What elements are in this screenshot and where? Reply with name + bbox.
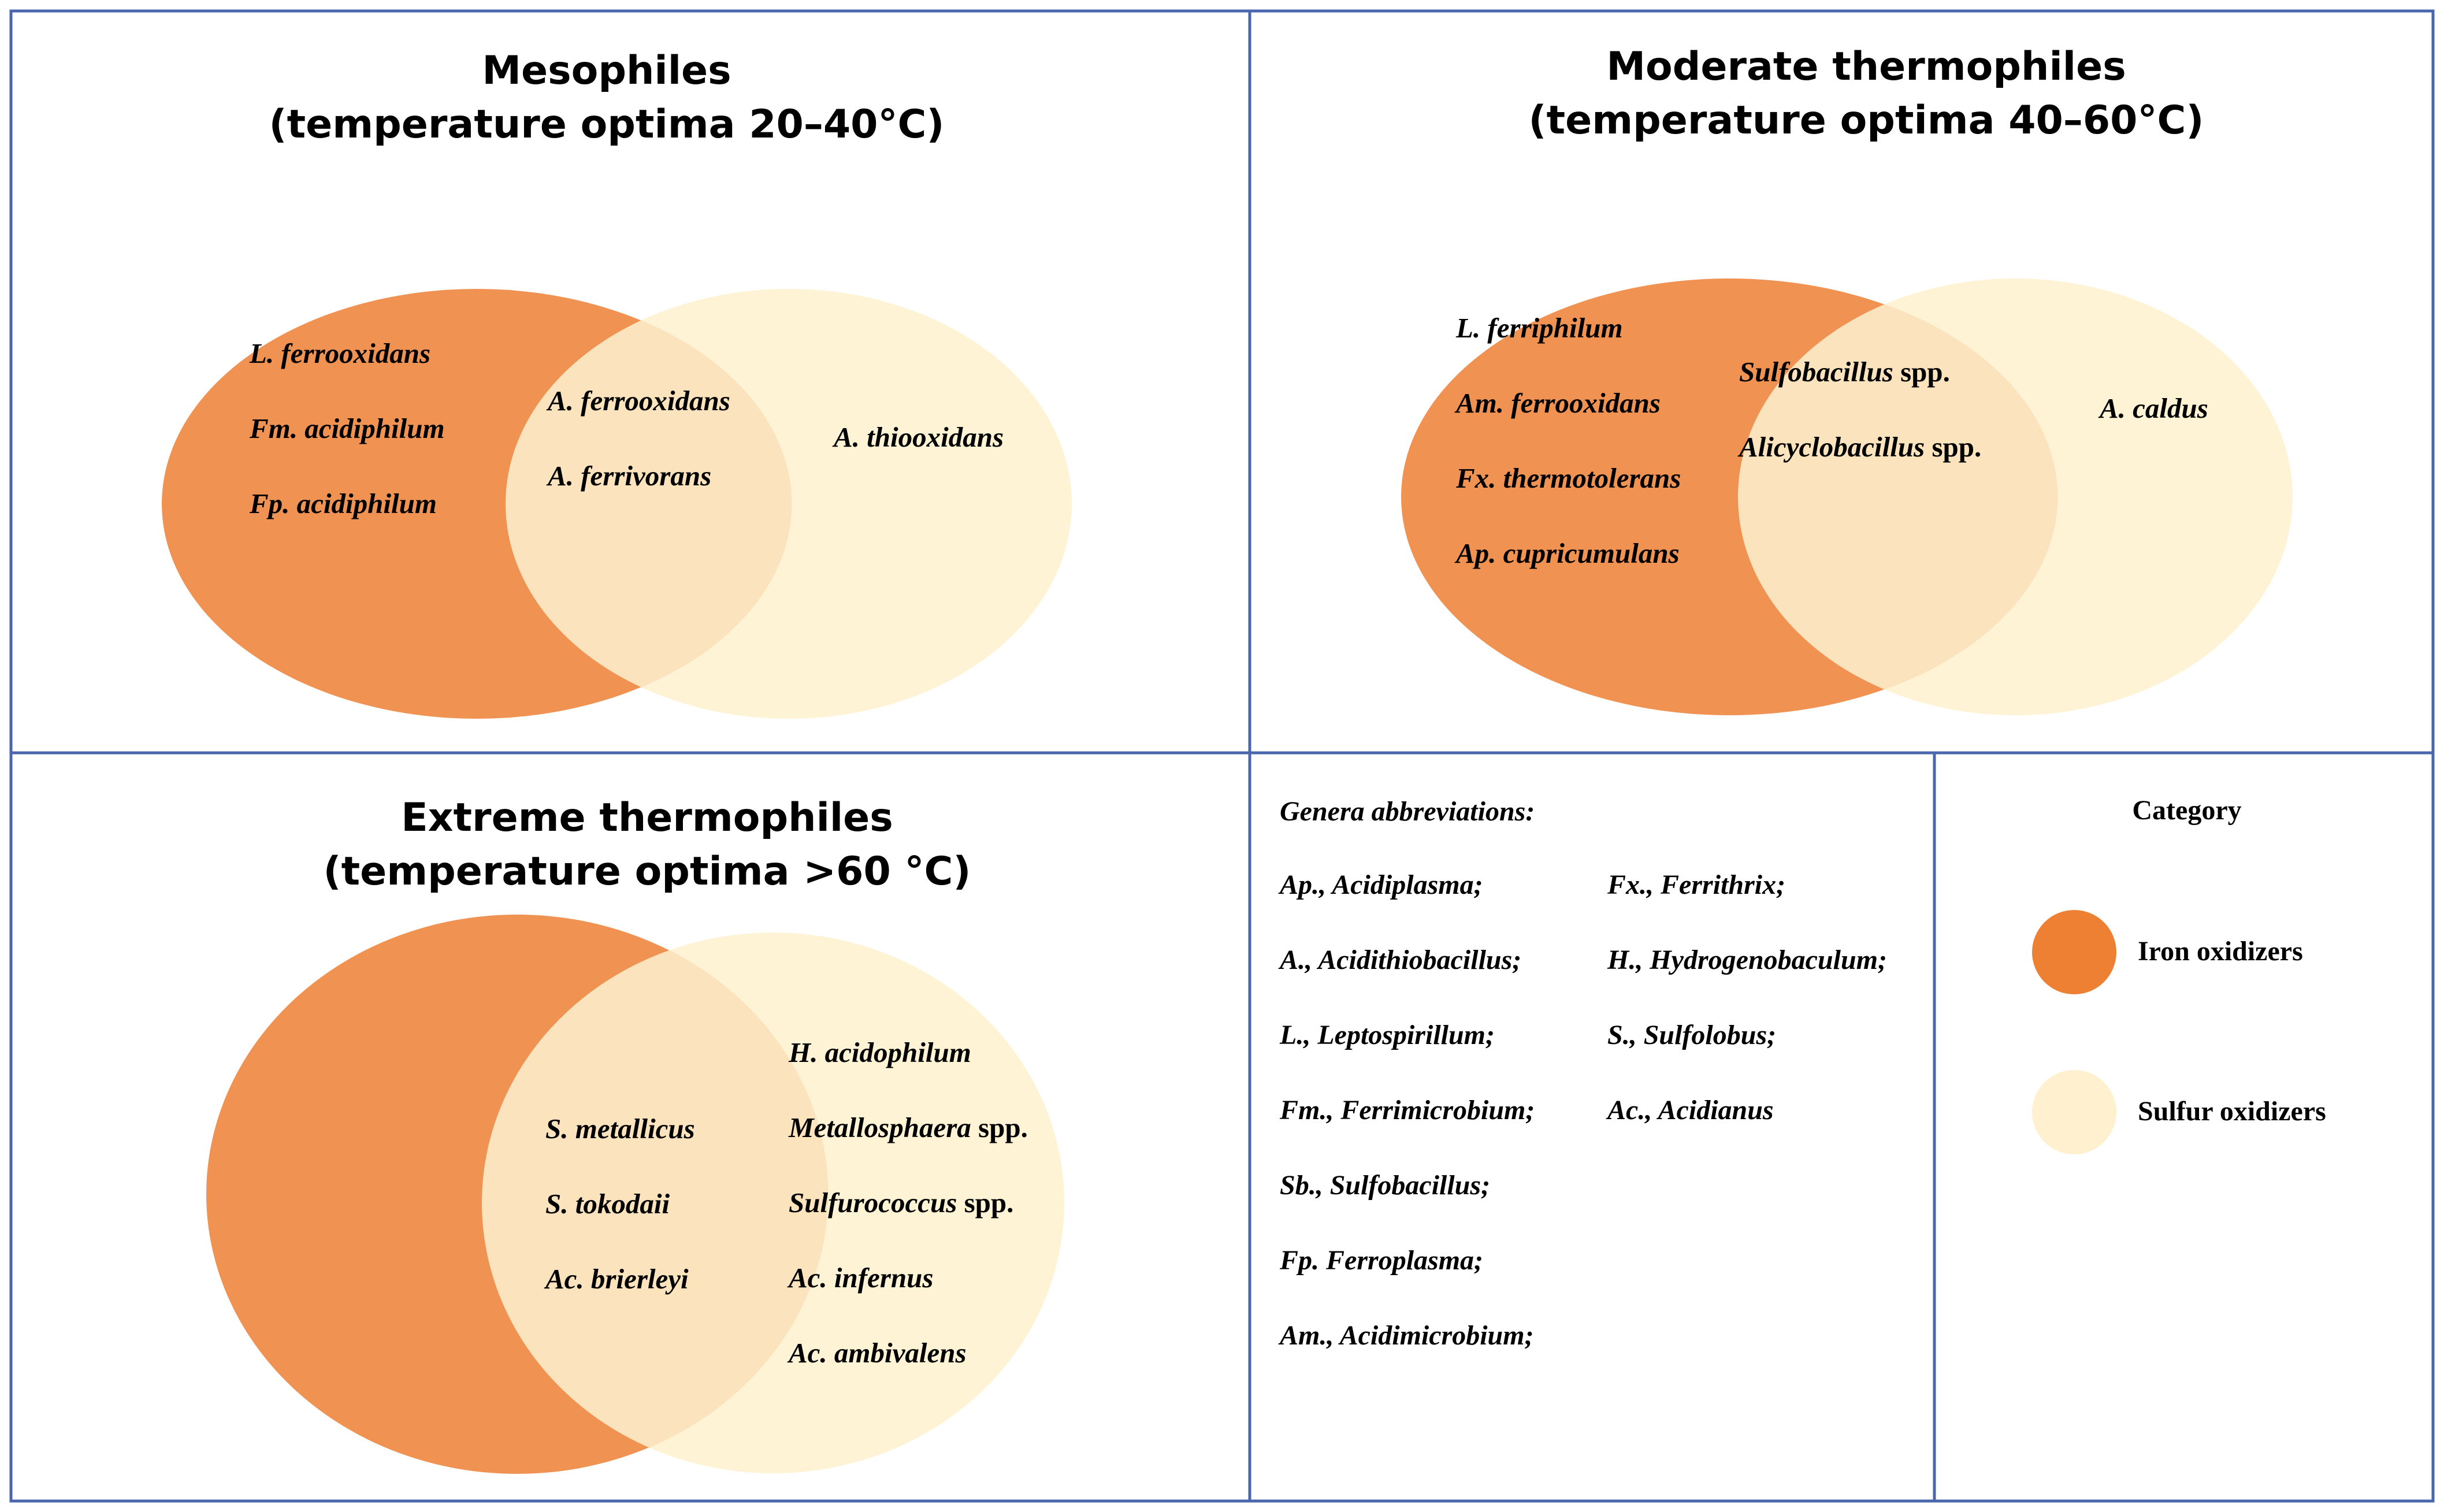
sulfur-only-label: H. acidophilum <box>789 1037 971 1068</box>
panel-title: Extreme thermophiles <box>401 795 893 841</box>
iron-only-label: Fx. thermotolerans <box>1456 462 1681 494</box>
panel-title: Moderate thermophiles <box>1606 44 2126 90</box>
abbreviation-entry: H., Hydrogenobaculum; <box>1607 945 1888 975</box>
legend-title: Category <box>2132 795 2242 826</box>
genus-text: Alicyclobacillus <box>1739 431 1925 463</box>
overlap-label: S. metallicus <box>545 1113 695 1145</box>
sulfur-only-label: A. thiooxidans <box>834 421 1004 453</box>
panel-subtitle: (temperature optima 40–60°C) <box>1528 98 2204 143</box>
abbreviation-entry: Ac., Acidianus <box>1607 1095 1774 1125</box>
legend-swatch-sulfur <box>2032 1070 2116 1154</box>
sulfur-only-label <box>788 1112 1028 1143</box>
abbreviation-entry: A., Acidithiobacillus; <box>1280 945 1522 975</box>
iron-only-label: L. ferriphilum <box>1456 312 1623 344</box>
overlap-label: A. ferrooxidans <box>548 385 730 417</box>
abbreviations-heading: Genera abbreviations: <box>1280 796 1535 827</box>
abbreviation-entry: Fm., Ferrimicrobium; <box>1280 1095 1535 1125</box>
overlap-label <box>1737 431 1981 463</box>
panel-title: Mesophiles <box>482 48 731 94</box>
spp-suffix: spp. <box>971 1112 1028 1143</box>
iron-only-label: L. ferrooxidans <box>250 337 431 369</box>
panel-subtitle: (temperature optima 20–40°C) <box>269 102 945 147</box>
genus-text: Sulfobacillus <box>1739 356 1893 388</box>
sulfur-only-label: Ac. infernus <box>789 1262 934 1294</box>
panel-subtitle: (temperature optima >60 °C) <box>323 849 971 894</box>
legend-label: Sulfur oxidizers <box>2138 1096 2326 1127</box>
legend-label: Iron oxidizers <box>2138 936 2303 967</box>
overlap-label: S. tokodaii <box>545 1188 670 1220</box>
overlap-label: Ac. brierleyi <box>545 1263 689 1295</box>
legend <box>2032 795 2326 1154</box>
sulfur-only-label: Ac. ambivalens <box>789 1337 967 1369</box>
overlap-label <box>1739 356 1950 388</box>
overlap-label: A. ferrivorans <box>548 460 712 492</box>
spp-suffix: spp. <box>957 1187 1014 1218</box>
abbreviation-entry: Fx., Ferrithrix; <box>1607 870 1786 900</box>
legend-swatch-iron <box>2032 910 2116 994</box>
iron-only-label: Am. ferrooxidans <box>1456 387 1661 419</box>
spp-suffix: spp. <box>1925 431 1982 463</box>
abbreviations-panel <box>1278 796 1887 1351</box>
abbreviation-entry: Am., Acidimicrobium; <box>1280 1320 1534 1351</box>
panel-extreme-thermophiles <box>206 795 1064 1474</box>
iron-only-label: Fm. acidiphilum <box>250 413 445 444</box>
iron-only-label: Fp. acidiphilum <box>250 488 437 519</box>
sulfur-only-label <box>789 1187 1013 1218</box>
spp-suffix: spp. <box>1893 356 1950 388</box>
iron-only-label: Ap. cupricumulans <box>1456 537 1680 569</box>
abbreviation-entry: Fp. Ferroplasma; <box>1280 1245 1484 1276</box>
genus-text: Sulfurococcus <box>789 1187 957 1218</box>
sulfur-only-label: A. caldus <box>2100 392 2208 424</box>
panel-mesophiles <box>162 48 1072 719</box>
genus-text: Metallosphaera <box>789 1112 971 1143</box>
abbreviation-entry: S., Sulfolobus; <box>1607 1020 1777 1050</box>
panel-moderate-thermophiles <box>1401 44 2293 715</box>
abbreviation-entry: L., Leptospirillum; <box>1280 1020 1495 1050</box>
abbreviation-entry: Ap., Acidiplasma; <box>1280 870 1483 900</box>
abbreviation-entry: Sb., Sulfobacillus; <box>1280 1170 1491 1201</box>
